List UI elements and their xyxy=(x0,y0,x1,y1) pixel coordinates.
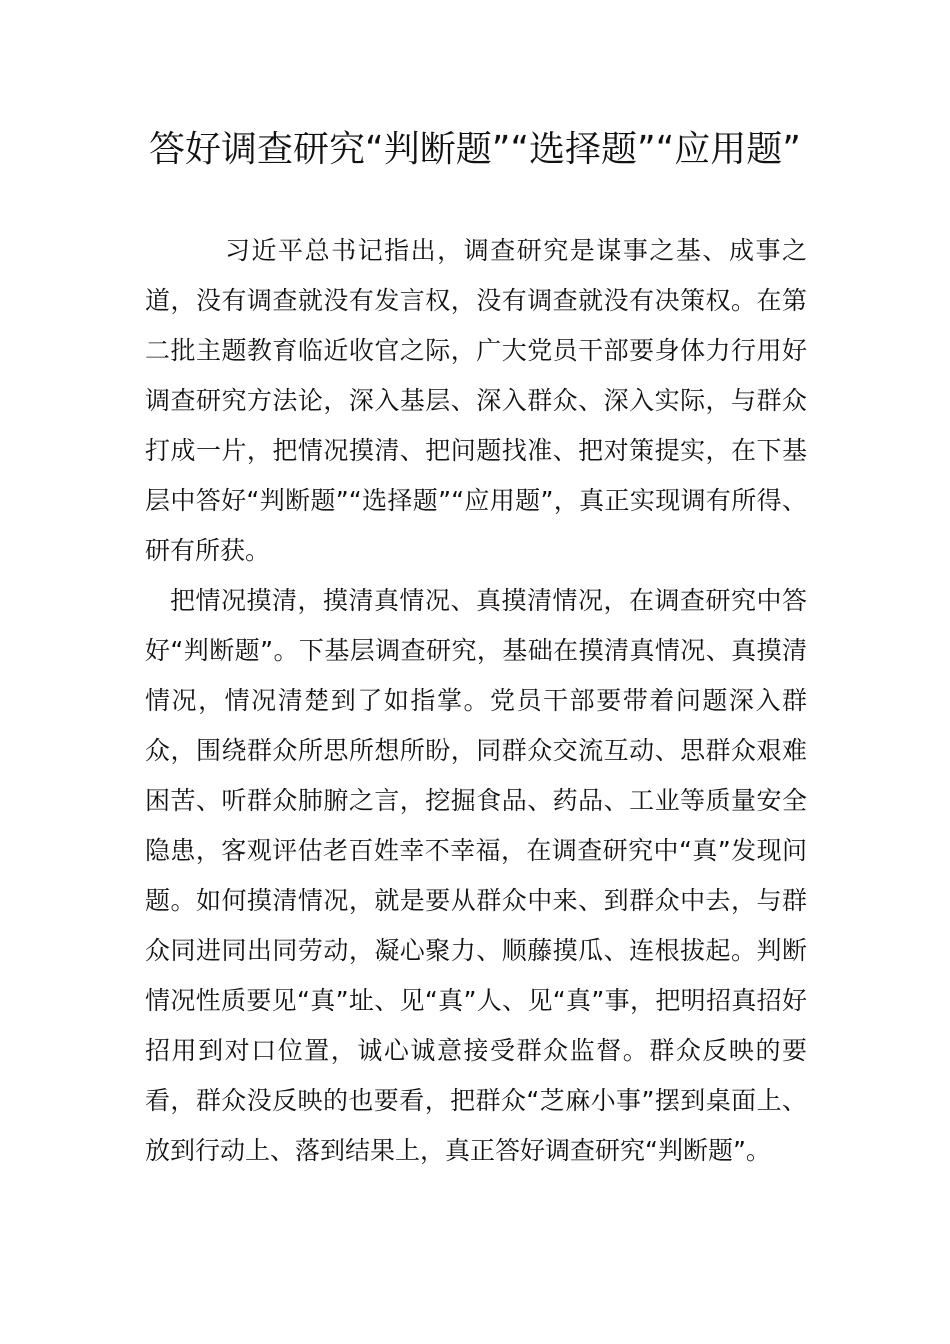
paragraph-intro: 习近平总书记指出，调查研究是谋事之基、成事之道，没有调查就没有发言权，没有调查就没有决策权。在第二批主题教育临近收官之际，广大党员干部要身体力行用好调查研究方法论，深入基层、深入群众、深入实际，与群众打成一片，把情况摸清、把问题找准、把对策提实，在下基层中答好“判断题”“选择题”“应用题”，真正实现调有所得、研有所获。 xyxy=(145,236,807,565)
document-title: 答好调查研究“判断题”“选择题”“应用题” xyxy=(149,129,801,170)
paragraph-judgment: 把情况摸清，摸清真情况、真摸清情况，在调查研究中答好“判断题”。下基层调查研究，基础在摸清真情况、真摸清情况，情况清楚到了如指掌。党员干部要带着问题深入群众，围绕群众所思所想所盼，同群众交流互动、思群众艰难困苦、听群众肺腑之言，挖掘食品、药品、工业等质量安全隐患，客观评估老百姓幸不幸福，在调查研究中“真”发现问题。如何摸清情况，就是要从群众中来、到群众中去，与群众同进同出同劳动，凝心聚力、顺藤摸瓜、连根拔起。判断情况性质要见“真”址、见“真”人、见“真”事，把明招真招好招用到对口位置，诚心诚意接受群众监督。群众反映的要看，群众没反映的也要看，把群众“芝麻小事”摆到桌面上、放到行动上、落到结果上，真正答好调查研究“判断题”。 xyxy=(145,586,807,1165)
document-body xyxy=(145,226,807,1176)
